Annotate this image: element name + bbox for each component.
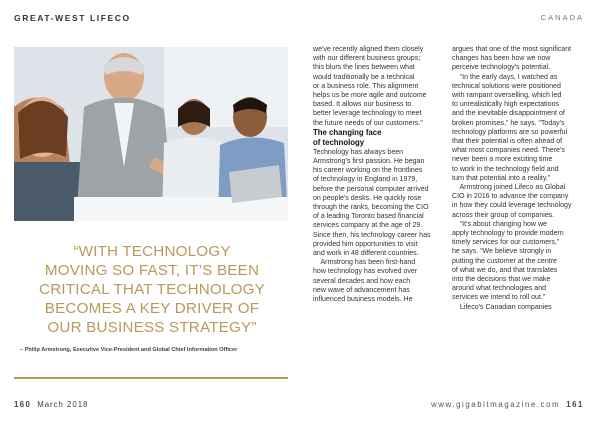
text-line: timely services for our customers,”	[452, 239, 560, 247]
text-line: Since then, his technology career has	[313, 231, 431, 239]
pull-quote-line: “WITH TECHNOLOGY	[73, 243, 231, 260]
text-line: putting the customer at the centre	[452, 257, 557, 265]
text-line: of a leading Toronto based financial	[313, 213, 424, 221]
brand-header: GREAT-WEST LIFECO	[14, 13, 131, 23]
text-line: based. It allows our business to	[313, 101, 412, 109]
text-line: in how they could leverage technology	[452, 202, 572, 210]
text-line: that their potential is often ahead of	[452, 138, 563, 146]
text-line: better leverage technology to meet	[313, 110, 422, 118]
issue-date: March 2018	[37, 400, 89, 409]
text-line: influenced business models. He	[313, 296, 413, 304]
page-number-right: 161	[566, 400, 584, 409]
text-line: Lifeco's Canadian companies	[452, 303, 552, 311]
text-line: services we intend to roll out.”	[452, 294, 546, 302]
text-line: technical solutions were positioned	[452, 82, 561, 90]
text-line: with our different business groups;	[313, 55, 421, 63]
text-line: new wave of advancement has	[313, 286, 410, 294]
text-line: of what we do, and that translates	[452, 266, 558, 274]
text-line: Technology has always been	[313, 148, 404, 156]
text-line: this blurs the lines between what	[313, 64, 415, 72]
text-line: “In the early days, I watched as	[452, 73, 558, 81]
text-line: Armstrong has been first-hand	[313, 259, 416, 267]
text-line: services company at the age of 29.	[313, 222, 423, 230]
text-line: “It's about changing how we	[452, 220, 547, 228]
article-column-1	[313, 45, 449, 304]
text-line: the future needs of our customers.”	[313, 119, 423, 127]
text-line: around what technologies and	[452, 285, 547, 293]
text-line: across their group of companies.	[452, 211, 555, 219]
text-line: technology platforms are so powerful	[452, 128, 568, 136]
text-line: never been a more exciting time	[452, 156, 553, 164]
text-line: we've recently aligned them closely	[313, 46, 424, 53]
text-line: provided him opportunities to visit	[313, 240, 418, 248]
text-line: into the decisions that we make	[452, 276, 551, 284]
article-column-2	[452, 45, 588, 312]
website-url: www.gigabitmagazine.com	[431, 400, 561, 409]
section-subheading: The changing face	[313, 127, 382, 137]
text-line: before the personal computer arrived	[313, 185, 429, 193]
text-line: his career working on the frontlines	[313, 167, 423, 175]
text-line: through the ranks, becoming the CIO	[313, 204, 429, 212]
text-line: helps us be more agile and outcome	[313, 92, 427, 100]
text-line: changes has been how we now	[452, 55, 551, 63]
pull-quote-line: BECOMES A KEY DRIVER OF	[44, 300, 260, 317]
pull-quote-line: CRITICAL THAT TECHNOLOGY	[39, 281, 265, 298]
text-line: of technology in England in 1979,	[313, 176, 418, 184]
text-line: argues that one of the most significant	[452, 46, 572, 53]
text-line: Armstrong's first passion. He began	[313, 158, 425, 166]
text-line: several decades and how each	[313, 277, 411, 285]
text-line: what most companies need. There's	[452, 147, 565, 155]
pull-quote-line: OUR BUSINESS STRATEGY”	[47, 319, 257, 336]
text-line: Armstrong joined Lifeco as Global	[452, 184, 566, 192]
text-line: and the inevitable disappointment of	[452, 110, 565, 118]
region-header: CANADA	[540, 13, 584, 22]
text-line: on people's desks. He quickly rose	[313, 194, 422, 202]
footer-right	[431, 400, 584, 409]
text-line: he says. “We believe strongly in	[452, 248, 552, 256]
text-line: and work in 48 different countries.	[313, 250, 419, 258]
gold-divider	[14, 377, 288, 379]
footer-left	[14, 400, 88, 409]
text-line: CIO in 2016 to advance the company	[452, 193, 569, 201]
quote-attribution: – Philip Armstrong, Executive Vice-President and Global Chief Information Officer	[20, 347, 238, 353]
section-subheading: of technology	[313, 137, 365, 147]
text-line: would traditionally be a technical	[313, 73, 415, 81]
text-line: apply technology to provide modern	[452, 230, 564, 238]
text-line: or a business role. This alignment	[313, 82, 419, 90]
page-number-left: 160	[14, 400, 32, 409]
text-line: turn that potential into a reality.”	[452, 174, 551, 182]
meeting-illustration	[14, 47, 288, 221]
office-meeting-photo	[14, 47, 288, 221]
pull-quote	[20, 242, 284, 337]
pull-quote-line: MOVING SO FAST, IT’S BEEN	[44, 262, 260, 279]
text-line: how technology has evolved over	[313, 268, 418, 276]
text-line: with rampant overselling, which led	[452, 92, 562, 100]
text-line: perceive technology's potential.	[452, 64, 551, 72]
text-line: to unrealistically high expectations	[452, 101, 559, 109]
text-line: broken promises,” he says. “Today's	[452, 119, 565, 127]
text-line: to work in the technology field and	[452, 165, 559, 173]
